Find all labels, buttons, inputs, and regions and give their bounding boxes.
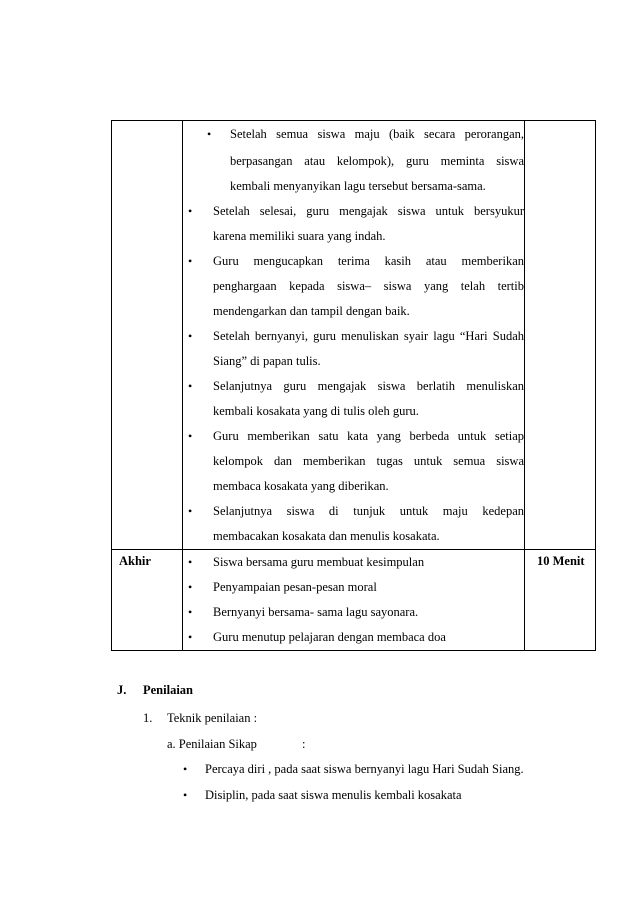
bullet-icon: • xyxy=(188,254,193,268)
duration-label: 10 Menit xyxy=(537,554,585,568)
lesson-table xyxy=(111,120,596,651)
list-item: Percaya diri , pada saat siswa bernyanyi lagu Hari Sudah Siang. xyxy=(205,762,524,776)
bullet-icon: • xyxy=(188,204,193,218)
table-text-line: Selanjutnya siswa di tunjuk untuk maju kedepan xyxy=(213,504,524,518)
table-text-line: Setelah selesai, guru mengajak siswa untuk bersyukur xyxy=(213,204,524,218)
table-text-line: Guru mengucapkan terima kasih atau memberikan xyxy=(213,254,524,268)
sub-item-colon: : xyxy=(302,737,306,751)
table-row-divider xyxy=(112,549,595,550)
bullet-icon: • xyxy=(188,329,193,343)
table-text-line: Penyampaian pesan-pesan moral xyxy=(213,580,377,594)
table-text-line: membaca kosakata yang diberikan. xyxy=(213,479,389,493)
section-letter: J. xyxy=(117,683,127,697)
bullet-icon: • xyxy=(188,429,193,443)
table-text-line: Setelah semua siswa maju (baik secara perorangan, xyxy=(230,127,524,141)
table-text-line: Siswa bersama guru membuat kesimpulan xyxy=(213,555,425,569)
item-label: Teknik penilaian : xyxy=(167,711,258,725)
table-text-line: berpasangan atau kelompok), guru meminta siswa xyxy=(230,154,524,168)
bullet-icon: • xyxy=(188,580,193,594)
table-text-line: Guru memberikan satu kata yang berbeda untuk setiap xyxy=(213,429,524,443)
table-col-divider xyxy=(182,121,183,650)
bullet-icon: • xyxy=(188,504,193,518)
table-text-line: kelompok dan memberikan tugas untuk semua siswa xyxy=(213,454,524,468)
section-title: Penilaian xyxy=(143,683,194,697)
bullet-icon: • xyxy=(188,555,193,569)
table-text-line: kembali kosakata yang di tulis oleh guru. xyxy=(213,404,419,418)
item-number: 1. xyxy=(143,711,153,725)
table-text-line: kembali menyanyikan lagu tersebut bersama-sama. xyxy=(230,179,486,193)
table-col-divider xyxy=(524,121,525,650)
sub-item-label: a. Penilaian Sikap xyxy=(167,737,257,751)
list-item: Disiplin, pada saat siswa menulis kembali kosakata xyxy=(205,788,462,802)
table-text-line: karena memiliki suara yang indah. xyxy=(213,229,386,243)
table-text-line: mendengarkan dan tampil dengan baik. xyxy=(213,304,410,318)
table-text-line: membacakan kosakata dan menulis kosakata. xyxy=(213,529,440,543)
table-text-line: Guru menutup pelajaran dengan membaca doa xyxy=(213,630,446,644)
bullet-icon: • xyxy=(207,127,212,141)
bullet-icon: • xyxy=(188,379,193,393)
table-text-line: Siang” di papan tulis. xyxy=(213,354,321,368)
bullet-icon: • xyxy=(188,630,193,644)
table-text-line: penghargaan kepada siswa– siswa yang telah tertib xyxy=(213,279,524,293)
table-text-line: Setelah bernyanyi, guru menuliskan syair lagu “Hari Sudah xyxy=(213,329,524,343)
bullet-icon: • xyxy=(183,762,188,776)
table-text-line: Bernyanyi bersama- sama lagu sayonara. xyxy=(213,605,419,619)
bullet-icon: • xyxy=(183,788,188,802)
table-text-line: Selanjutnya guru mengajak siswa berlatih menuliskan xyxy=(213,379,524,393)
bullet-icon: • xyxy=(188,605,193,619)
phase-label: Akhir xyxy=(119,554,151,568)
